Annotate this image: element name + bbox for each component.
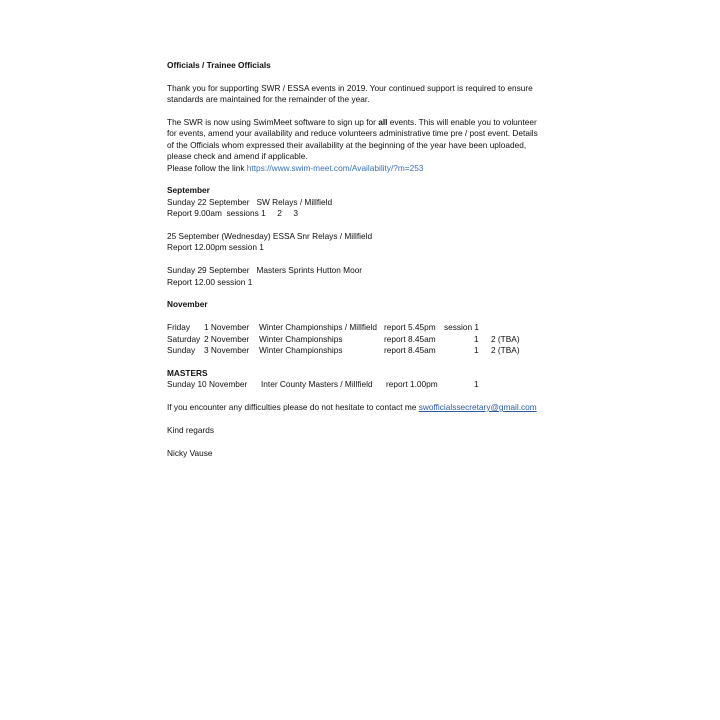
availability-link[interactable]: https://www.swim-meet.com/Availability/?m=253 bbox=[246, 162, 424, 173]
swimmeet-line-1-pre: The SWR is now using SwimMeet software to sign up for bbox=[167, 117, 379, 127]
closing-regards: Kind regards bbox=[167, 424, 215, 435]
follow-link-line bbox=[167, 163, 557, 174]
september-event-2-line-1: 25 September (Wednesday) ESSA Snr Relays / Millfield bbox=[167, 231, 373, 242]
report-cell: report 8.45am bbox=[384, 333, 436, 344]
intro-line-2: standards are maintained for the remainder of the year. bbox=[167, 94, 370, 105]
day-cell: Friday bbox=[167, 322, 191, 333]
contact-email-link[interactable]: swofficialssecretary@gmail.com bbox=[418, 401, 537, 412]
november-row-3 bbox=[167, 345, 557, 356]
day-cell: Sunday bbox=[167, 345, 196, 356]
swimmeet-line-1-bold: all bbox=[378, 117, 388, 127]
september-event-2-line-2: Report 12.00pm session 1 bbox=[167, 242, 264, 253]
november-row-2 bbox=[167, 334, 557, 345]
report-cell: report 1.00pm bbox=[386, 379, 438, 390]
event-cell: Winter Championships bbox=[259, 333, 343, 344]
event-cell: Winter Championships / Millfield bbox=[259, 322, 378, 333]
masters-row bbox=[167, 379, 557, 390]
day-cell: Saturday bbox=[167, 333, 201, 344]
report-cell: report 5.45pm bbox=[384, 322, 436, 333]
swimmeet-line-2: for events, amend your availability and reduce volunteers administrative time pre / post event. Details bbox=[167, 128, 538, 139]
contact-line bbox=[167, 402, 557, 413]
swimmeet-line-1-post: events. This will enable you to volunteer bbox=[387, 117, 537, 127]
september-event-1-line-2: Report 9.00am sessions 1 2 3 bbox=[167, 208, 298, 219]
event-cell: Inter County Masters / Millfield bbox=[261, 379, 373, 390]
session-cell: 1 bbox=[474, 333, 479, 344]
contact-text: If you encounter any difficulties please do not hesitate to contact me bbox=[167, 401, 419, 412]
november-heading: November bbox=[167, 299, 208, 310]
report-cell: report 8.45am bbox=[384, 345, 436, 356]
september-heading: September bbox=[167, 185, 210, 196]
september-event-3-line-2: Report 12.00 session 1 bbox=[167, 276, 253, 287]
intro-line-1: Thank you for supporting SWR / ESSA events in 2019. Your continued support is required to ensure bbox=[167, 82, 533, 93]
document-title: Officials / Trainee Officials bbox=[167, 60, 271, 70]
session-2-cell: 2 (TBA) bbox=[491, 345, 520, 356]
swimmeet-line-1 bbox=[167, 117, 557, 128]
session-cell: 1 bbox=[474, 345, 479, 356]
session-cell: session 1 bbox=[444, 322, 480, 333]
date-cell: Sunday 10 November bbox=[167, 379, 248, 390]
september-event-1-line-1: Sunday 22 September SW Relays / Millfield bbox=[167, 196, 333, 207]
date-cell: 1 November bbox=[204, 322, 250, 333]
follow-link-text: Please follow the link bbox=[167, 162, 247, 173]
session-cell: 1 bbox=[474, 379, 479, 390]
signature: Nicky Vause bbox=[167, 447, 213, 458]
date-cell: 3 November bbox=[204, 345, 250, 356]
date-cell: 2 November bbox=[204, 333, 250, 344]
september-event-3-line-1: Sunday 29 September Masters Sprints Hutton Moor bbox=[167, 265, 363, 276]
swimmeet-line-4: please check and amend if applicable. bbox=[167, 151, 308, 162]
swimmeet-line-3: of the Officials whom expressed their availability at the beginning of the year have been uploaded, bbox=[167, 139, 527, 150]
event-cell: Winter Championships bbox=[259, 345, 343, 356]
masters-heading: MASTERS bbox=[167, 367, 208, 378]
document-body bbox=[167, 60, 557, 459]
november-row-1 bbox=[167, 322, 557, 333]
session-2-cell: 2 (TBA) bbox=[491, 333, 520, 344]
